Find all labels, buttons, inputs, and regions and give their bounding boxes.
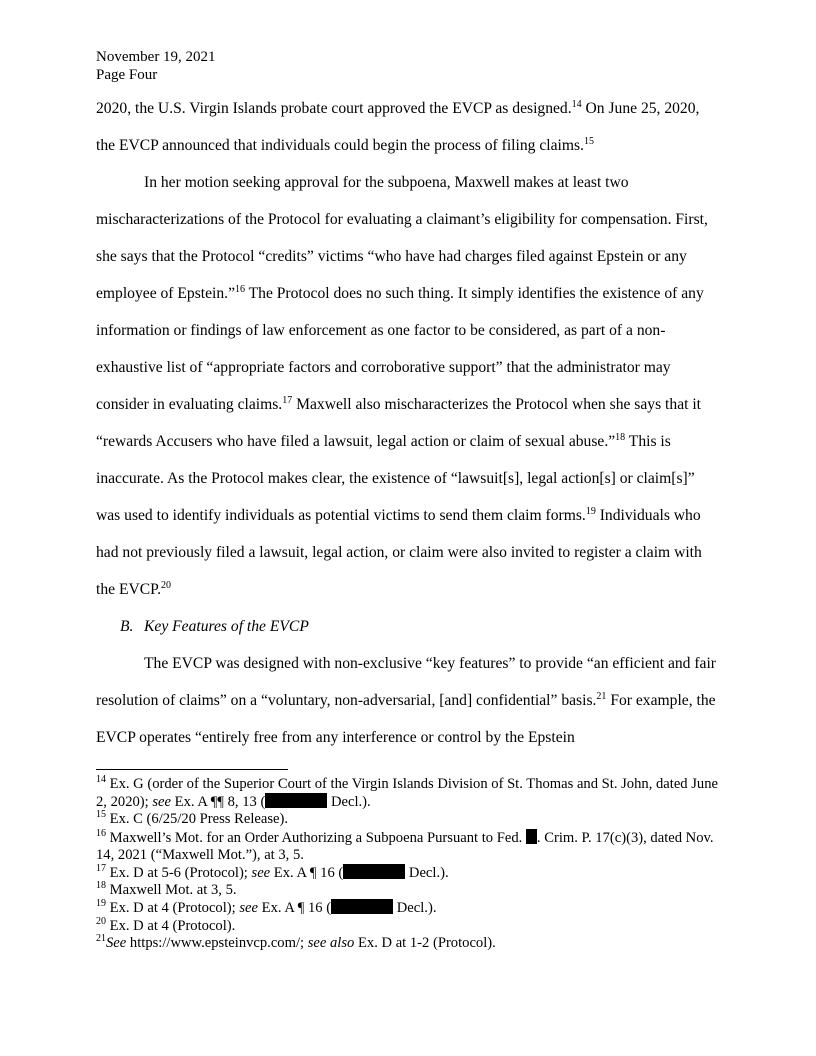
footnote-ref-20: 20: [160, 580, 171, 591]
text-run: Ex. A ¶ 16 (: [270, 865, 344, 882]
footnote-number: 20: [96, 915, 106, 927]
footnote-18: [96, 882, 720, 899]
footnote-ref-17: 17: [282, 395, 293, 406]
section-title: Key Features of the EVCP: [144, 618, 309, 635]
footnote-14: [96, 776, 720, 811]
paragraph-3: [96, 645, 720, 756]
footnote-21: [96, 932, 720, 952]
signal-word: see: [251, 865, 271, 882]
text-run: The Protocol does no such thing. It simply identifies the existence of any information or findings of law enforcement as one factor to be considered, as part of a non-exhaustive list of “appropriate factors and corroborative support” that the administrator may consider in evaluating claims.: [96, 285, 704, 413]
signal-word: see also: [307, 934, 355, 951]
text-run: https://www.epsteinvcp.com/;: [126, 934, 308, 951]
text-run: Ex. D at 4 (Protocol).: [106, 917, 236, 934]
footnote-number: 15: [96, 809, 106, 821]
footnote-ref-21: 21: [596, 691, 607, 702]
footnote-number: 21: [96, 932, 106, 944]
footnote-number: 18: [96, 880, 106, 892]
redaction-box: [526, 829, 537, 844]
footnote-number: 14: [96, 774, 106, 785]
footnote-17: [96, 864, 720, 882]
text-run: Ex. C (6/25/20 Press Release).: [106, 811, 288, 828]
header-date: November 19, 2021: [96, 49, 216, 65]
footnotes: [96, 776, 720, 952]
text-run: The EVCP was designed with non-exclusive “key features” to provide “an efficient and fair resolution of claims” on a “voluntary, non-adversarial, [and] confidential” basis.: [96, 655, 717, 709]
paragraph-1: [96, 90, 720, 164]
footnote-number: 16: [96, 827, 106, 839]
body-text: [96, 90, 720, 756]
text-run: Ex. D at 5-6 (Protocol);: [106, 865, 252, 882]
footnote-19: [96, 899, 720, 917]
footnote-15: [96, 811, 720, 828]
text-run: Maxwell also mischaracterizes the Protocol when she says that it “rewards Accusers who have filed a lawsuit, legal action or claim of sexual abuse.”: [96, 396, 702, 450]
footnote-16: [96, 829, 720, 864]
text-run: Individuals who had not previously filed a lawsuit, legal action, or claim were also invited to register a claim with the EVCP.: [96, 507, 702, 598]
text-run: Maxwell’s Mot. for an Order Authorizing a Subpoena Pursuant to Fed.: [106, 829, 526, 846]
redaction-box: [331, 899, 393, 914]
footnote-ref-16: 16: [235, 284, 245, 295]
footnote-number: 17: [96, 863, 106, 875]
text-run: This is inaccurate. As the Protocol makes clear, the existence of “lawsuit[s], legal action[s] or claim[s]” was used to identify individuals as potential victims to send them claim forms.: [96, 433, 695, 524]
text-run: Decl.).: [393, 900, 437, 917]
text-run: Ex. G (order of the Superior Court of the Virgin Islands Division of St. Thomas and St. John, dated June 2, 2020);: [96, 776, 718, 811]
header-page-number: Page Four: [96, 67, 158, 83]
redaction-box: [265, 793, 327, 808]
footnote-number: 19: [96, 898, 106, 910]
footnote-20: [96, 915, 720, 935]
section-letter: B.: [120, 618, 134, 635]
text-run: On June 25, 2020, the EVCP announced that individuals could begin the process of filing claims.: [96, 100, 700, 154]
text-run: Maxwell Mot. at 3, 5.: [106, 882, 237, 899]
footnote-ref-18: 18: [615, 432, 626, 443]
signal-word: See: [106, 934, 127, 951]
page-header: [96, 48, 216, 84]
text-run: . Crim. P. 17(c)(3), dated Nov. 14, 2021 (“Maxwell Mot.”), at 3, 5.: [96, 829, 714, 863]
text-run: Decl.).: [327, 794, 371, 811]
text-run: Ex. A ¶¶ 8, 13 (: [171, 794, 266, 811]
text-run: Ex. D at 4 (Protocol);: [106, 900, 240, 917]
text-run: 2020, the U.S. Virgin Islands probate court approved the EVCP as designed.: [96, 100, 572, 117]
footnote-ref-15: 15: [583, 136, 594, 147]
text-run: Ex. D at 1-2 (Protocol).: [354, 934, 496, 951]
text-run: In her motion seeking approval for the subpoena, Maxwell makes at least two mischaracterizations of the Protocol for evaluating a claimant’s eligibility for compensation. First, she says that the Protocol “credits” victims “who have had charges filed against Epstein or any employee of Epstein.”: [96, 174, 708, 302]
footnote-ref-14: 14: [571, 99, 582, 110]
redaction-box: [343, 864, 405, 879]
text-run: Decl.).: [405, 865, 449, 882]
footnote-separator: [96, 769, 288, 770]
signal-word: see: [239, 900, 258, 917]
signal-word: see: [152, 794, 171, 811]
text-run: For example, the EVCP operates “entirely free from any interference or control by the Epstein: [96, 692, 716, 746]
paragraph-2: [96, 164, 720, 608]
footnote-ref-19: 19: [585, 506, 596, 517]
section-heading: [96, 608, 720, 645]
text-run: Ex. A ¶ 16 (: [258, 900, 332, 917]
